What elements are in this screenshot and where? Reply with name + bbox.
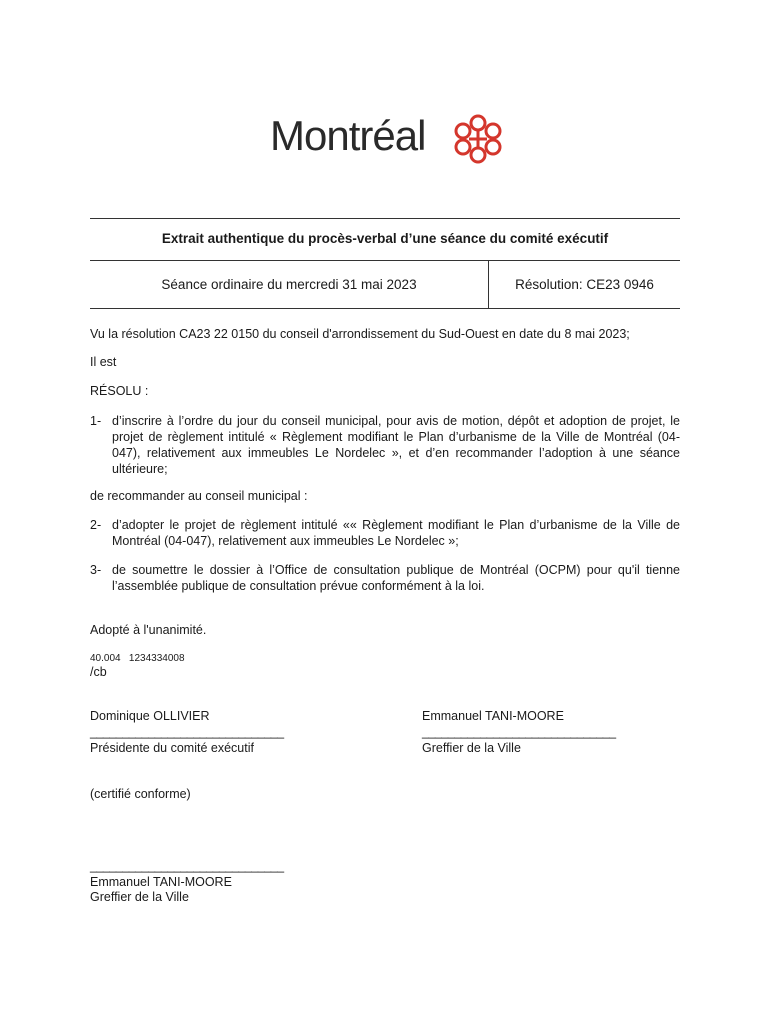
il-est: Il est (90, 355, 117, 369)
bottom-signatory-title: Greffier de la Ville (90, 890, 189, 904)
title-rule (90, 260, 680, 261)
header-bottom-rule (90, 308, 680, 309)
right-signatory-title: Greffier de la Ville (422, 741, 521, 755)
rosette-icon (454, 112, 502, 166)
item-number: 1- (90, 414, 102, 428)
item-number: 2- (90, 518, 102, 532)
resolution-item-3 (90, 562, 680, 594)
item-number: 3- (90, 563, 102, 577)
top-rule (90, 218, 680, 219)
resolution-item-2 (90, 517, 680, 549)
reference-code: 40.004 1234334008 (90, 653, 185, 664)
document-title: Extrait authentique du procès-verbal d’une séance du comité exécutif (161, 231, 609, 246)
left-signature-line: ______________________________ (90, 725, 284, 739)
right-signature-line: ______________________________ (422, 725, 616, 739)
resolution-number: Résolution: CE23 0946 (515, 277, 654, 292)
bottom-signature-line: ______________________________ (90, 859, 284, 873)
montreal-logo (270, 108, 510, 168)
resolution-item-1 (90, 413, 680, 477)
logo-wordmark: Montréal (270, 112, 426, 159)
adopted-note: Adopté à l'unanimité. (90, 623, 207, 637)
session-date: Séance ordinaire du mercredi 31 mai 2023 (161, 277, 417, 292)
item-text: d’inscrire à l’ordre du jour du conseil municipal, pour avis de motion, dépôt et adoption de projet, le projet de règlement intitulé « Règlement modifiant le Plan d’urbanisme de la Ville de Montréal (04-047), relativement aux immeubles Le Nordelec », et d’en recommander l’adoption à une séance ultérieure; (112, 414, 680, 476)
initials: /cb (90, 665, 107, 679)
item-text: de soumettre le dossier à l’Office de consultation publique de Montréal (OCPM) pour qu'il tienne l’assemblée publique de consultation prévue conformément à la loi. (112, 563, 680, 593)
bottom-signatory-name: Emmanuel TANI-MOORE (90, 875, 232, 889)
left-signatory-title: Présidente du comité exécutif (90, 741, 254, 755)
item-text: d’adopter le projet de règlement intitulé «« Règlement modifiant le Plan d’urbanisme de la Ville de Montréal (04-047), relativement aux immeubles Le Nordelec »; (112, 518, 680, 548)
right-signatory-name: Emmanuel TANI-MOORE (422, 709, 564, 723)
resolu-heading: RÉSOLU : (90, 384, 149, 398)
recommend-paragraph: de recommander au conseil municipal : (90, 489, 308, 503)
left-signatory-name: Dominique OLLIVIER (90, 709, 210, 723)
certified-note: (certifié conforme) (90, 787, 191, 801)
intro-paragraph: Vu la résolution CA23 22 0150 du conseil d'arrondissement du Sud-Ouest en date du 8 mai 2023; (90, 327, 630, 341)
